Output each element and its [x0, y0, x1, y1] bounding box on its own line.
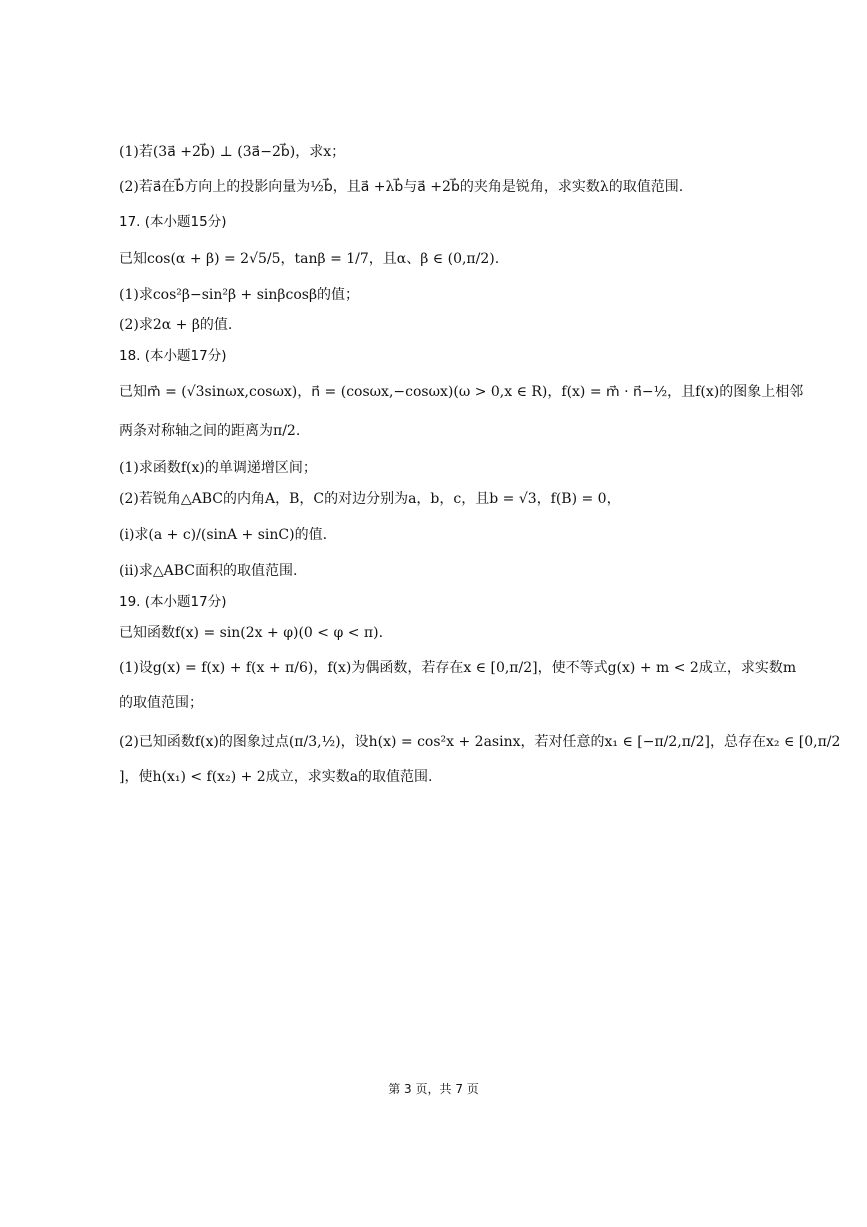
q16-part1: (1)若(3a⃗ +2b⃗) ⊥ (3a⃗−2b⃗)，求x；	[119, 144, 346, 160]
q19-part1-line2: 的取值范围；	[119, 695, 203, 711]
q19-stem: 已知函数f(x) = sin(2x + φ)(0 < φ < π).	[119, 625, 384, 641]
q17-part2: (2)求2α + β的值.	[119, 317, 233, 333]
q16-part2: (2)若a⃗在b⃗方向上的投影向量为½b⃗，且a⃗ +λb⃗与a⃗ +2b⃗的夹角是锐角，求实数λ的取值范围.	[119, 179, 684, 195]
q18-stem-line2: 两条对称轴之间的距离为π/2.	[119, 423, 301, 439]
q18-stem-line1: 已知m⃗ = (√3sinωx,cosωx)，n⃗ = (cosωx,−cosωx)(ω > 0,x ∈ R)，f(x) = m⃗ · n⃗−½，且f(x)的图象上相邻	[119, 384, 804, 400]
q19-heading: 19. (本小题17分)	[119, 594, 227, 610]
page-footer: 第 3 页，共 7 页	[388, 1082, 479, 1096]
q17-part1: (1)求cos²β−sin²β + sinβcosβ的值；	[119, 287, 360, 303]
q17-heading: 17. (本小题15分)	[119, 214, 227, 230]
q18-part2-ii: (ii)求△ABC面积的取值范围.	[119, 563, 298, 579]
q18-heading: 18. (本小题17分)	[119, 348, 227, 364]
q18-part2: (2)若锐角△ABC的内角A，B，C的对边分别为a，b，c，且b = √3，f(B) = 0，	[119, 491, 621, 507]
q17-stem: 已知cos(α + β) = 2√5/5，tanβ = 1/7，且α、β ∈ (0,π/2).	[119, 251, 500, 267]
q19-part2-line1: (2)已知函数f(x)的图象过点(π/3,½)，设h(x) = cos²x + 2asinx，若对任意的x₁ ∈ [−π/2,π/2]，总存在x₂ ∈ [0,π/2	[119, 734, 841, 750]
q18-part2-i: (i)求(a + c)/(sinA + sinC)的值.	[119, 527, 328, 543]
q18-part1: (1)求函数f(x)的单调递增区间；	[119, 460, 317, 476]
q19-part2-line2: ]，使h(x₁) < f(x₂) + 2成立，求实数a的取值范围.	[119, 769, 433, 785]
q19-part1-line1: (1)设g(x) = f(x) + f(x + π/6)，f(x)为偶函数，若存在x ∈ [0,π/2]，使不等式g(x) + m < 2成立，求实数m	[119, 660, 797, 676]
